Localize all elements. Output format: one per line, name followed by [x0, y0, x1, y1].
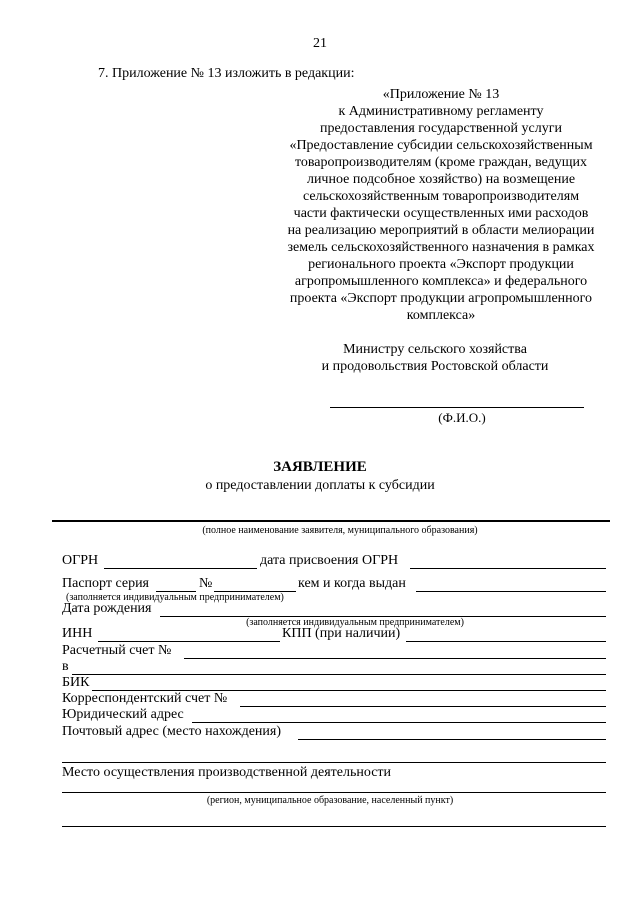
- passport-issued-label: кем и когда выдан: [298, 576, 406, 591]
- postal-address-field[interactable]: [298, 739, 606, 740]
- kpp-label: КПП (при наличии): [282, 626, 401, 641]
- page-number: 21: [313, 36, 327, 51]
- ogrn-date-field[interactable]: [410, 568, 606, 569]
- kpp-field[interactable]: [406, 641, 606, 642]
- bank-label: в: [62, 659, 69, 674]
- addressee-line: и продовольствия Ростовской области: [321, 359, 549, 374]
- inn-field[interactable]: [98, 641, 280, 642]
- ogrn-label: ОГРН: [62, 553, 99, 568]
- corr-account-field[interactable]: [240, 706, 606, 707]
- appendix-line: «Приложение № 13: [382, 87, 500, 102]
- corr-account-label: Корреспондентский счет №: [62, 691, 228, 706]
- ogrn-field[interactable]: [104, 568, 257, 569]
- appendix-line: регионального проекта «Экспорт продукции: [308, 257, 574, 272]
- postal-address-continuation-field[interactable]: [62, 762, 606, 763]
- account-label: Расчетный счет №: [62, 643, 172, 658]
- applicant-hint: (полное наименование заявителя, муниципального образования): [202, 525, 478, 536]
- bik-label: БИК: [62, 675, 90, 690]
- appendix-line: предоставления государственной услуги: [320, 121, 562, 136]
- region-hint: (регион, муниципальное образование, населенный пункт): [206, 795, 454, 806]
- ogrn-date-label: дата присвоения ОГРН: [260, 553, 399, 568]
- appendix-line: комплекса»: [406, 308, 476, 323]
- birth-date-label: Дата рождения: [62, 601, 152, 616]
- amendment-intro: 7. Приложение № 13 изложить в редакции:: [98, 66, 355, 81]
- inn-label: ИНН: [62, 626, 93, 641]
- applicant-name-line[interactable]: [52, 520, 610, 522]
- appendix-line: товаропроизводителям (кроме граждан, ведущих: [294, 155, 588, 170]
- bank-field[interactable]: [72, 674, 606, 675]
- appendix-line: проекта «Экспорт продукции агропромышленного: [289, 291, 593, 306]
- passport-number-label: №: [199, 576, 213, 591]
- document-subtitle: о предоставлении доплаты к субсидии: [205, 478, 435, 493]
- fio-hint: (Ф.И.О.): [438, 410, 486, 425]
- postal-address-label: Почтовый адрес (место нахождения): [62, 724, 281, 739]
- addressee-line: Министру сельского хозяйства: [343, 342, 527, 357]
- document-title: ЗАЯВЛЕНИЕ: [273, 459, 367, 475]
- production-place-label: Место осуществления производственной деятельности: [62, 765, 392, 780]
- fio-signature-line[interactable]: [330, 407, 584, 408]
- production-place-continuation-field[interactable]: [62, 826, 606, 827]
- entrepreneur-hint: (заполняется индивидуальным предпринимателем): [66, 592, 284, 603]
- appendix-line: части фактически осуществленных ими расходов: [293, 206, 589, 221]
- appendix-line: сельскохозяйственным товаропроизводителям: [302, 189, 580, 204]
- legal-address-label: Юридический адрес: [62, 707, 184, 722]
- appendix-line: к Административному регламенту: [338, 104, 544, 119]
- account-field[interactable]: [184, 658, 606, 659]
- appendix-line: «Предоставление субсидии сельскохозяйственным: [289, 138, 593, 153]
- appendix-line: агропромышленного комплекса» и федерального: [294, 274, 588, 289]
- appendix-line: личное подсобное хозяйство) на возмещение: [306, 172, 576, 187]
- passport-series-label: Паспорт серия: [62, 576, 149, 591]
- passport-issued-field[interactable]: [416, 591, 606, 592]
- appendix-line: на реализацию мероприятий в области мелиорации: [287, 223, 595, 238]
- entrepreneur-hint: (заполняется индивидуальным предпринимателем): [246, 617, 464, 628]
- legal-address-field[interactable]: [192, 722, 606, 723]
- appendix-line: земель сельскохозяйственного назначения в рамках: [287, 240, 595, 255]
- production-place-field[interactable]: [62, 792, 606, 793]
